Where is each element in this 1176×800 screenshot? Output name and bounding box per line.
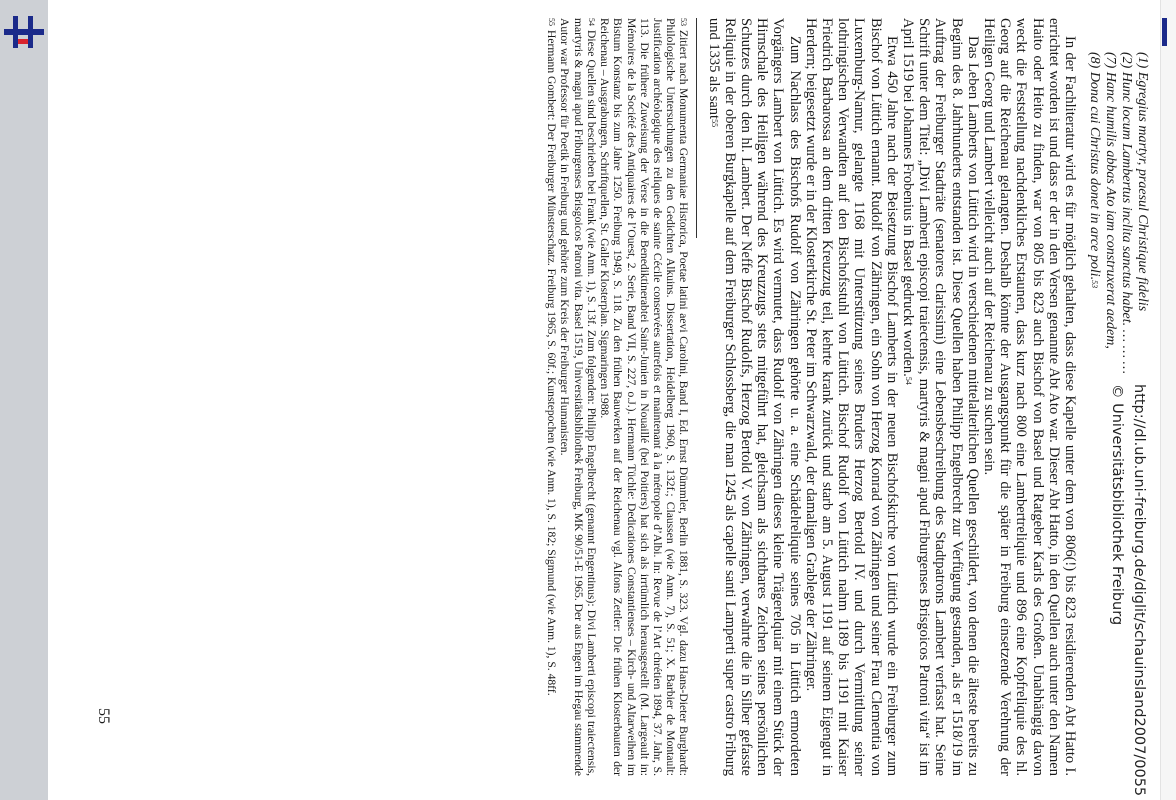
footer-copyright: © Universitätsbibliothek Freiburg	[1109, 384, 1125, 626]
footnote-ref[interactable]: 53	[1090, 280, 1099, 289]
footnotes	[545, 18, 690, 776]
page-number: 55	[95, 708, 112, 724]
page-footer	[1106, 384, 1150, 796]
footnote: $^{54}$Diese Quellen sind beschrieben bei Frank (wie Anm. 1), S. 13f. Zum folgenden: Philipp Engelbrecht (genannt Engentinus): Divi Lamberti episcopi traiectensis, martyris & magni apud Friburgenses Brisgoicos Patroni vita. Basel 1519, Universitätsbibliothek Freiburg, MK 90/51-E 1965. Der aus Engen im Hegau stammende Autor war Professor für Poetik in Freiburg und gehörte zum Kreis der Freiburger Humanisten.	[558, 18, 598, 776]
page-body	[545, 18, 1150, 776]
footnote-ref[interactable]: 55	[709, 119, 719, 128]
paragraph: Zum Nachlass des Bischofs Rudolf von Zähringen gehörte u. a. eine Schädelreliquie seines 705 in Lüttich ermordeten Vorgängers Lambert von Lüttich. Es wird vermutet, dass Rudolf von Zähringen dieses kleine Trägerelquiar mit einem Stück der Hirnschale des Heiligen während des Kreuzzugs stets mitgeführt hat, gleichsam als sichtbares Zeichen seines persönlichen Schutzes durch den hl. Lambert. Der Neffe Bischof Rudolfs, Herzog Bertold V. von Zähringen, verwahrte die in Silber gefasste Reliquie in der oberen Burgkapelle auf dem Freiburger Schlossberg, die man 1245 als capelle santi Lamperti super castro Friburg und 1335 als sant$^{55}$	[705, 18, 803, 776]
paragraph: In der Fachliteratur wird es für möglich gehalten, dass diese Kapelle unter dem von 806(!) bis 823 residierenden Abt Hatto I. errichtet worden ist und dass er der in den Versen genannte Abt Ato war. Dieser Abt Hatto, in den Quellen auch unter den Namen Haito oder Heito zu finden, war von 805 bis 823 auch Bischof von Basel und Ratgeber Karls des Großen. Unabhängig davon weckt die Feststellung nachdenkliches Erstaunen, dass kurz nach 800 eine Lambertreliquie und 896 eine Kopfreliquie des hl. Georg auf die Reichenau gelangten. Deshalb könnte der Ausgangspunkt für die später in Freiburg einsetzende Verehrung der Heiligen Georg und Lambert vielleicht auch auf der Reichenau zu suchen sein.	[980, 18, 1078, 776]
body-text	[705, 18, 1078, 776]
poem-line: (1) Egregius martyr, praesul Christique fidelis	[1135, 52, 1150, 312]
footnote: $^{55}$Hermann Gombert: Der Freiburger Münsterschatz. Freiburg 1965, S. 60f.; Kunstepochen (wie Anm. 1), S. 182; Sigmund (wie Anm. 1), S. 48ff.	[545, 18, 559, 696]
paragraph: Das Leben Lamberts von Lüttich wird in verschiedenen mittelalterlichen Quellen geschildert, von denen die älteste bereits zu Beginn des 8. Jahrhunderts entstanden ist. Diese Quellen haben Philipp Engelbrecht zur Verfügung gestanden, als er 1518/19 im Auftrag der Freiburger Stadträte (senatores clarissimi) eine Lebensbeschreibung des Stadtpatrons Lambert verfasst hat. Seine Schrift unter dem Titel: „Divi Lamberti episcopi traiectensis, martyris & magni apud Friburgenses Brisgoicos Patroni vita“ ist im April 1519 bei Johannes Frobenius in Basel gedruckt worden.$^{54}$	[899, 18, 981, 776]
poem-line: (7) Hanc humilis abbas Ato iam construxerat aedem,	[1103, 52, 1118, 349]
footnote: $^{53}$Zitiert nach Monumenta Germaniae Historica, Poetae latini aevi Carolini, Band I, Ed. Ernst Dümmler, Berlin 1881, S. 323. Vgl. dazu Hans-Dieter Burghardt: Philologische Untersuchungen zu den Gedichten Alkuins. Dissertation, Heidelberg 1960, S. 132f.; Claussen (wie Anm. 7), S. 51; X. Barbier de Montault: Justification archéologique des reliques de sainte Cécile conservées autrefois et maintenant à la métropole d’Albi. In: Revue de l’Art chrétien 1894, 37. Jahr, S. 113. Die frühere Zuweisung der Verse in die Benediktinerabtei Saint-Junien in Nouaillé (bei Poitiers) hat sich als irrtümlich herausgestellt (M. Largeault in: Mémoires de la Société des Antiquaires de l’Ouest, 2. Serie, Band VII, S. 227, o.J.). Hermann Tüchle: Dedicationes Constantienses – Kirch- und Altarweihen im Bistum Konstanz bis zum Jahre 1250. Freiburg 1949, S. 118. Zu den frühen Bauwerken auf der Reichenau vgl. Alfons Zettler: Die frühen Klosterbauten der Reichenau – Ausgrabungen, Schriftquellen, St. Galler Klosterplan. Sigmaringen 1988.	[598, 18, 691, 776]
poem-line: (8) Dona cui Christus donet in arce poli.$^{53}$	[1087, 52, 1102, 289]
page-gutter	[1160, 0, 1176, 800]
footer-url-link[interactable]: http://dl.ub.uni-freiburg.de/diglit/schauinsland2007/0055	[1131, 384, 1147, 797]
gutter-marker	[1162, 18, 1167, 46]
footnote-separator	[696, 18, 697, 238]
poem-line: (2) Hunc locum Lambertus inclita sanctus habet. … … …	[1119, 52, 1134, 374]
ub-freiburg-logo-icon[interactable]	[4, 12, 44, 52]
paragraph: Etwa 450 Jahre nach der Beisetzung Bischof Lamberts in der neuen Bischofskirche von Lüttich wurde ein Freiburger zum Bischof von Lüttich ernannt. Rudolf von Zähringen, ein Sohn von Herzog Konrad von Zähringen und seiner Frau Clementia von Luxemburg-Namur, gelangte 1168 mit Unterstützung seines Bruders Herzog Bertold IV. und durch Vermittlung seiner lothringischen Verwandten auf den Bischofsstuhl von Lüttich. Bischof Rudolf von Lüttich nahm 1189 bis 1191 mit Kaiser Friedrich Barbarossa an dem dritten Kreuzzug teil, kehrte krank zurück und starb am 5. August 1191 auf seinem Eigengut in Herdern; beigesetzt wurde er in der Klosterkirche St. Peter im Schwarzwald, der damaligen Grablege der Zähringer.	[802, 18, 900, 776]
footnote-ref[interactable]: 54	[903, 376, 913, 385]
rotated-page	[40, 18, 1150, 776]
